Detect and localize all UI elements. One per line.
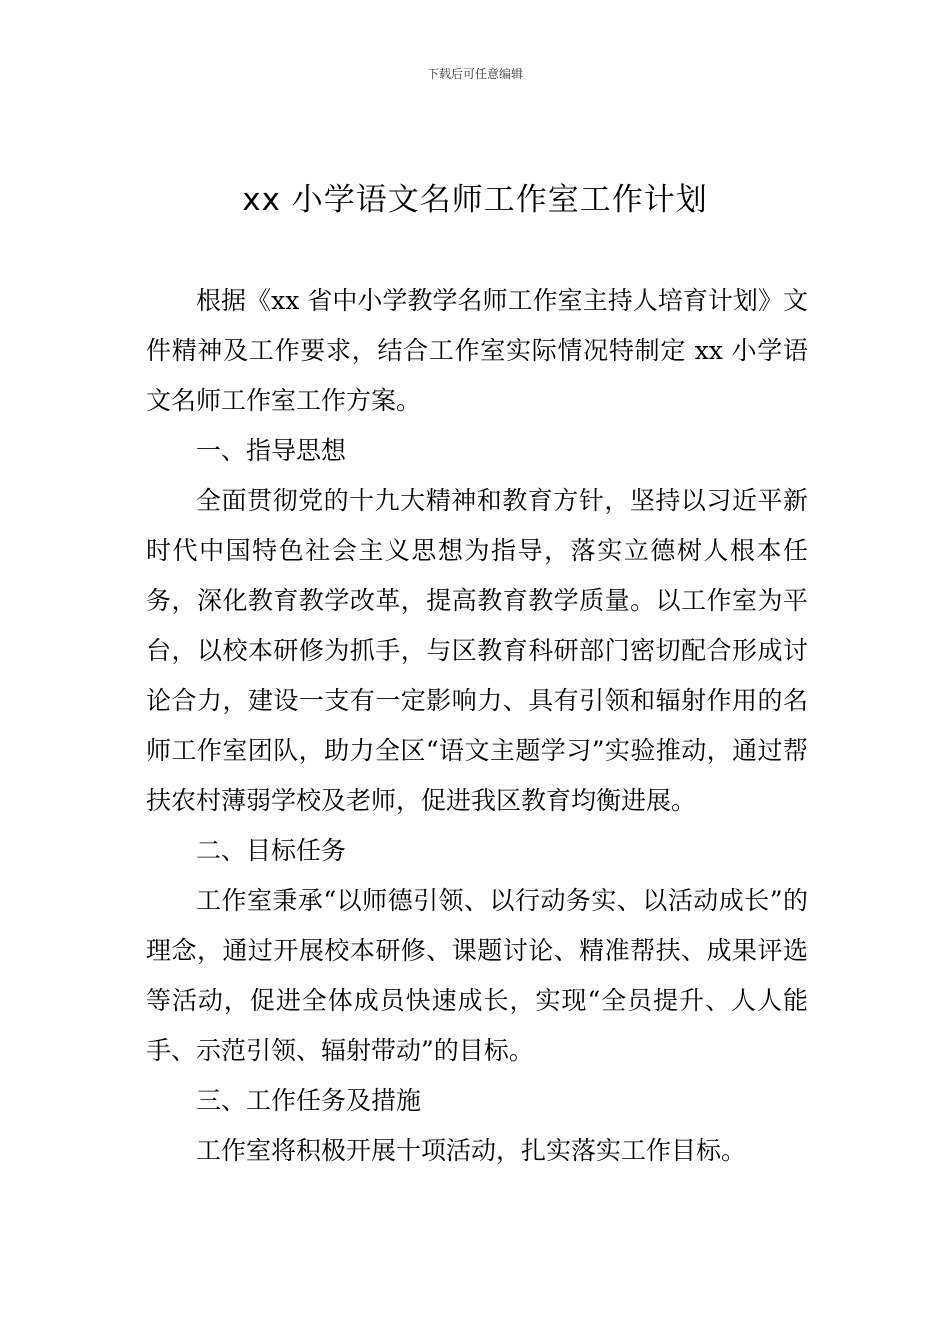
paragraph-guiding-ideology: 全面贯彻党的十九大精神和教育方针，坚持以习近平新时代中国特色社会主义思想为指导，落实立德树人根本任务，深化教育教学改革，提高教育教学质量。以工作室为平台，以校本研修为抓手，与区教育科研部门密切配合形成讨论合力，建设一支有一定影响力、具有引领和辐射作用的名师工作室团队，助力全区“语文主题学习”实验推动，通过帮扶农村薄弱学校及老师，促进我区教育均衡进展。 bbox=[146, 486, 808, 815]
section-heading-goals: 二、目标任务 bbox=[196, 836, 347, 865]
paragraph-goals: 工作室秉承“以师德引领、以行动务实、以活动成长”的理念，通过开展校本研修、课题讨论、精准帮扶、成果评选等活动，促进全体成员快速成长，实现“全员提升、人人能手、示范引领、辐射带动”的目标。 bbox=[146, 886, 808, 1065]
section-heading-tasks: 三、工作任务及措施 bbox=[196, 1086, 422, 1115]
header-note: 下载后可任意编辑 bbox=[426, 67, 523, 81]
paragraph-tasks: 工作室将积极开展十项活动，扎实落实工作目标。 bbox=[196, 1136, 747, 1165]
paragraph-intro: 根据《xx 省中小学教学名师工作室主持人培育计划》文件精神及工作要求，结合工作室实际情况特制定 xx 小学语文名师工作室工作方案。 bbox=[146, 286, 808, 415]
document-body bbox=[146, 276, 808, 1176]
document-title: xx 小学语文名师工作室工作计划 bbox=[242, 182, 708, 218]
section-heading-guiding-ideology: 一、指导思想 bbox=[196, 436, 347, 465]
